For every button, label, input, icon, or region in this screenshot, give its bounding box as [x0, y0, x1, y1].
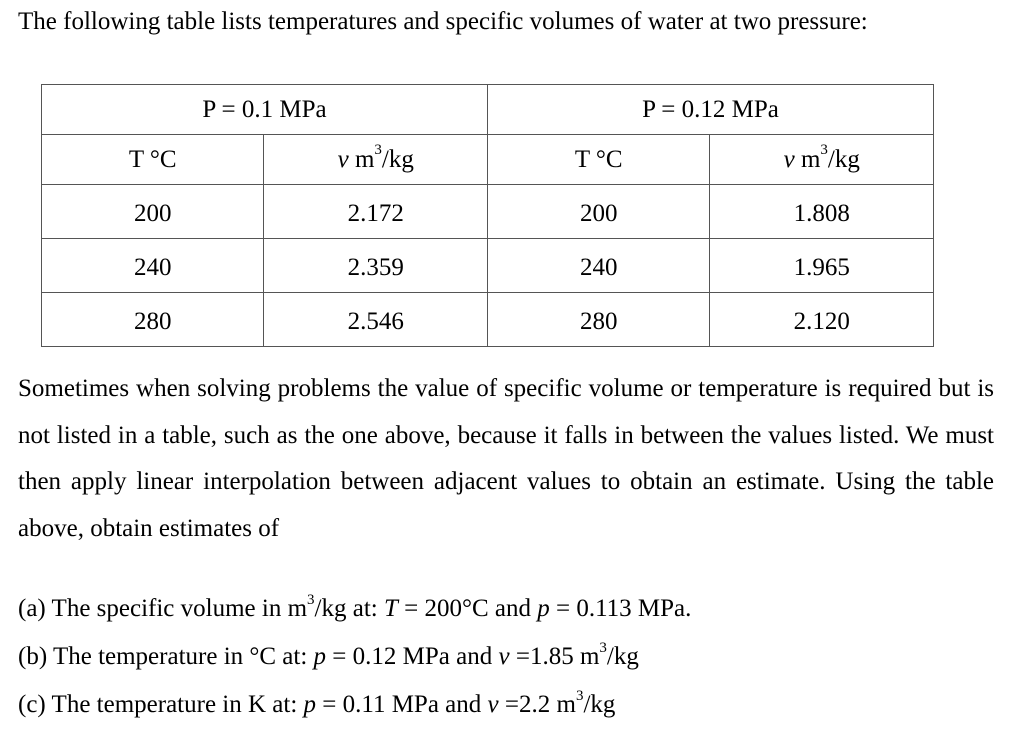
question-a-p: p [537, 595, 550, 622]
vol-unit-tail: /kg [827, 145, 860, 173]
question-a-mid: /kg at: [314, 595, 384, 622]
pressure-header-row [42, 85, 934, 135]
intro-text: The following table lists temperatures and specific volumes of water at two pressure: [18, 8, 868, 35]
question-a-label: (a) The specific volume in m [18, 595, 308, 622]
question-b-v: v [498, 643, 510, 670]
table-row [42, 293, 934, 347]
table-row [42, 185, 934, 239]
table-cell: 280 [487, 293, 709, 347]
question-b-vval: =1.85 m [509, 643, 600, 670]
question-c [18, 681, 691, 729]
vol-exp: 3 [374, 142, 382, 159]
vol-symbol: v [783, 145, 795, 173]
vol-unit: m [354, 145, 375, 173]
table-row [42, 239, 934, 293]
pressure-header-0-12: P = 0.12 MPa [487, 85, 933, 135]
question-c-exp: 3 [575, 687, 584, 704]
question-a [18, 585, 691, 633]
table-cell: 2.359 [264, 239, 488, 293]
question-a-exp: 3 [307, 591, 315, 608]
column-header-row [42, 135, 934, 185]
question-a-pval: = 0.113 MPa. [549, 595, 692, 622]
pressure-header-0-1: P = 0.1 MPa [42, 85, 488, 135]
question-b-label: (b) The temperature in °C at: [18, 643, 314, 670]
table-cell: 2.172 [264, 185, 488, 239]
table-cell: 1.808 [710, 185, 934, 239]
col-header-volume-1 [264, 135, 488, 185]
table-cell: 2.120 [710, 293, 934, 347]
vol-symbol: v [337, 145, 349, 173]
col-header-temp-1: T °C [42, 135, 264, 185]
col-header-volume-2 [710, 135, 934, 185]
vol-exp: 3 [820, 142, 828, 159]
vol-unit: m [800, 145, 821, 173]
question-b [18, 633, 691, 681]
table-cell: 1.965 [710, 239, 934, 293]
col-header-temp-2: T °C [487, 135, 709, 185]
table-cell: 200 [42, 185, 264, 239]
vol-unit-tail: /kg [381, 145, 414, 173]
table-cell: 240 [487, 239, 709, 293]
question-list [18, 585, 691, 729]
water-properties-table [41, 84, 934, 347]
table-cell: 280 [42, 293, 264, 347]
instructions-paragraph: Sometimes when solving problems the value of specific volume or temperature is required but is not listed in a table, such as the one above, because it falls in between the values listed. We must then apply linear interpolation between adjacent values to obtain an estimate. Using the table above, obtain estimates of [18, 375, 994, 542]
table-cell: 200 [487, 185, 709, 239]
table-cell: 240 [42, 239, 264, 293]
question-b-tail: /kg [606, 643, 639, 670]
question-c-label: (c) The temperature in K at: [18, 691, 304, 718]
question-c-vval: =2.2 m [498, 691, 576, 718]
question-b-exp: 3 [599, 639, 607, 656]
question-c-p: p [303, 691, 317, 718]
question-c-tail: /kg [583, 691, 616, 718]
table-cell: 2.546 [264, 293, 488, 347]
question-a-tval: = 200°C and [397, 595, 538, 622]
question-b-pval: = 0.12 MPa and [326, 643, 499, 670]
question-c-v: v [487, 691, 499, 718]
question-c-pval: = 0.11 MPa and [316, 691, 488, 718]
question-b-p: p [313, 643, 327, 670]
question-a-T: T [383, 595, 398, 622]
